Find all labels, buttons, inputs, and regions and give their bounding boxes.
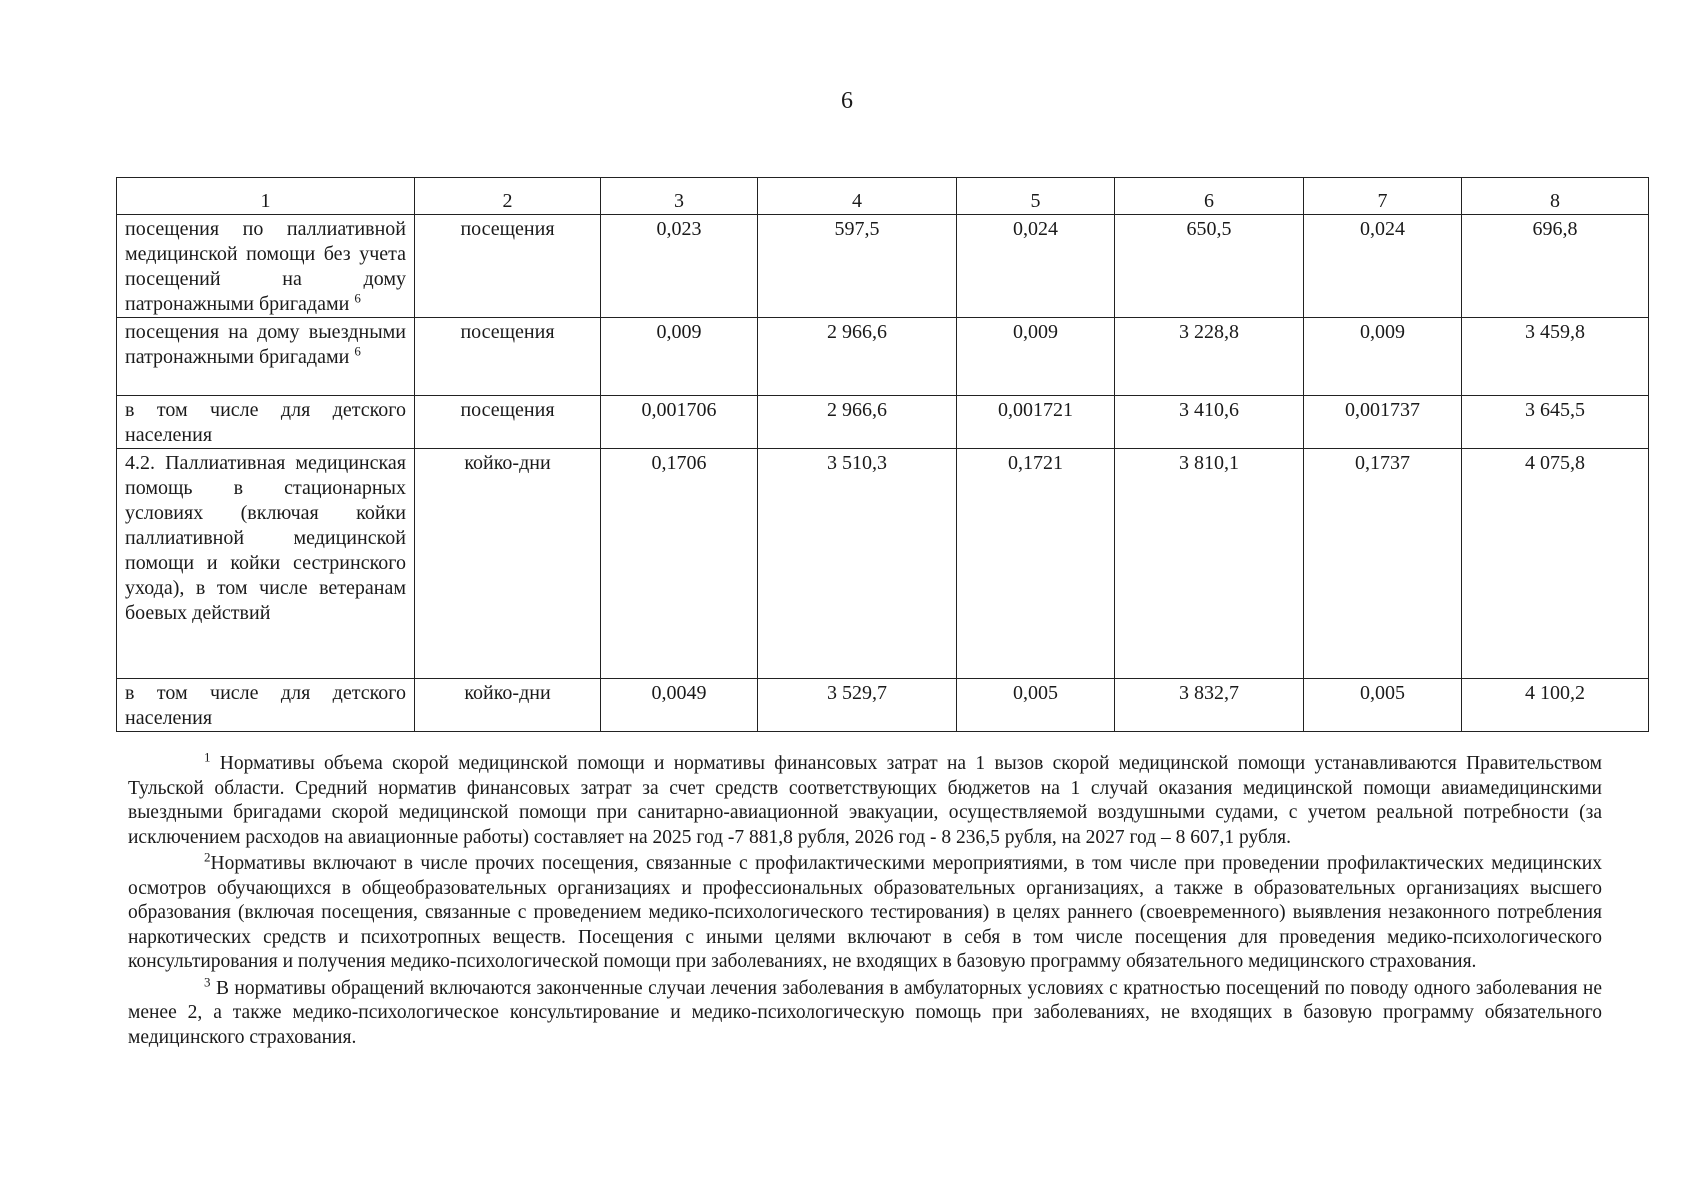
value-cell: 696,8 — [1462, 215, 1649, 318]
column-header: 1 — [117, 178, 415, 215]
row-label-cell — [117, 318, 415, 396]
value-cell: 0,001721 — [957, 396, 1115, 449]
norms-table — [116, 177, 1649, 732]
value-cell: 0,009 — [957, 318, 1115, 396]
value-cell: 3 510,3 — [758, 449, 957, 679]
value-cell: 0,1706 — [601, 449, 758, 679]
footnote-mark: 1 — [204, 749, 211, 765]
column-header: 6 — [1115, 178, 1304, 215]
value-cell: 0,024 — [957, 215, 1115, 318]
value-cell: 3 810,1 — [1115, 449, 1304, 679]
value-cell: 3 832,7 — [1115, 679, 1304, 732]
unit-cell: посещения — [415, 396, 601, 449]
value-cell: 0,001737 — [1304, 396, 1462, 449]
column-header: 3 — [601, 178, 758, 215]
footnote — [128, 849, 1602, 975]
column-header: 2 — [415, 178, 601, 215]
value-cell: 2 966,6 — [758, 396, 957, 449]
page-number: 6 — [841, 88, 853, 114]
row-label: посещения по паллиативной медицинской помощи без учета посещений на дому патронажными бригадами — [125, 218, 406, 315]
value-cell: 0,005 — [957, 679, 1115, 732]
value-cell: 0,023 — [601, 215, 758, 318]
footnote-ref: 6 — [354, 290, 361, 306]
footnote-text: Нормативы объема скорой медицинской помощи и нормативы финансовых затрат на 1 вызов скорой медицинской помощи устанавливаются Правительством Тульской области. Средний норматив финансовых затрат за счет средств соответствующих бюджетов на 1 случай оказания медицинской помощи авиамедицинскими выездными бригадами скорой медицинской помощи при санитарно-авиационной эвакуации, осуществляемой воздушными судами, с учетом реальной потребности (за исключением расходов на авиационные работы) составляет на 2025 год -7 881,8 рубля, 2026 год - 8 236,5 рубля, на 2027 год – 8 607,1 рубля. — [128, 753, 1602, 848]
value-cell: 0,009 — [1304, 318, 1462, 396]
row-label-cell: в том числе для детского населения — [117, 679, 415, 732]
value-cell: 0,001706 — [601, 396, 758, 449]
unit-cell: койко-дни — [415, 449, 601, 679]
value-cell: 3 410,6 — [1115, 396, 1304, 449]
footnote-text: В нормативы обращений включаются законченные случаи лечения заболевания в амбулаторных условиях с кратностью посещений по поводу одного заболевания не менее 2, а также медико-психологическое консультирование и медико-психологическую помощь при заболеваниях, не входящих в базовую программу обязательного медицинского страхования. — [128, 977, 1602, 1048]
value-cell: 650,5 — [1115, 215, 1304, 318]
footnote-mark: 3 — [204, 974, 211, 989]
value-cell: 4 075,8 — [1462, 449, 1649, 679]
column-header: 5 — [957, 178, 1115, 215]
value-cell: 0,0049 — [601, 679, 758, 732]
footnote — [128, 974, 1602, 1051]
value-cell: 597,5 — [758, 215, 957, 318]
row-label-cell — [117, 215, 415, 318]
table-row — [117, 396, 1649, 449]
table-row — [117, 318, 1649, 396]
value-cell: 4 100,2 — [1462, 679, 1649, 732]
value-cell: 0,024 — [1304, 215, 1462, 318]
footnotes — [128, 749, 1602, 1052]
column-header: 8 — [1462, 178, 1649, 215]
footnote-text: Нормативы включают в числе прочих посещения, связанные с профилактическими мероприятиями, в том числе при проведении профилактических медицинских осмотров обучающихся в общеобразовательных организациях и профессиональных образовательных организациях, а также в образовательных организациях высшего образования (включая посещения, связанные с проведением медико-психологического тестирования) в целях раннего (своевременного) выявления незаконного потребления наркотических средств и психотропных веществ. Посещения с иными целями включают в себя в том числе посещения для проведения медико-психологического консультирования и получения медико-психологической помощи при заболеваниях, не входящих в базовую программу обязательного медицинского страхования. — [128, 853, 1602, 972]
value-cell: 3 529,7 — [758, 679, 957, 732]
table-header-row — [117, 178, 1649, 215]
footnote — [128, 749, 1602, 850]
column-header: 7 — [1304, 178, 1462, 215]
value-cell: 0,1721 — [957, 449, 1115, 679]
value-cell: 3 645,5 — [1462, 396, 1649, 449]
unit-cell: койко-дни — [415, 679, 601, 732]
row-label: посещения на дому выездными патронажными бригадами — [125, 321, 406, 368]
table-row — [117, 215, 1649, 318]
table-row — [117, 449, 1649, 679]
value-cell: 0,005 — [1304, 679, 1462, 732]
table-row — [117, 679, 1649, 732]
footnote-mark: 2 — [204, 849, 211, 865]
value-cell: 0,1737 — [1304, 449, 1462, 679]
row-label-cell: в том числе для детского населения — [117, 396, 415, 449]
row-label-cell: 4.2. Паллиативная медицинская помощь в стационарных условиях (включая койки паллиативной медицинской помощи и койки сестринского ухода), в том числе ветеранам боевых действий — [117, 449, 415, 679]
column-header: 4 — [758, 178, 957, 215]
value-cell: 2 966,6 — [758, 318, 957, 396]
value-cell: 3 459,8 — [1462, 318, 1649, 396]
unit-cell: посещения — [415, 318, 601, 396]
unit-cell: посещения — [415, 215, 601, 318]
value-cell: 0,009 — [601, 318, 758, 396]
footnote-ref: 6 — [354, 343, 361, 359]
value-cell: 3 228,8 — [1115, 318, 1304, 396]
